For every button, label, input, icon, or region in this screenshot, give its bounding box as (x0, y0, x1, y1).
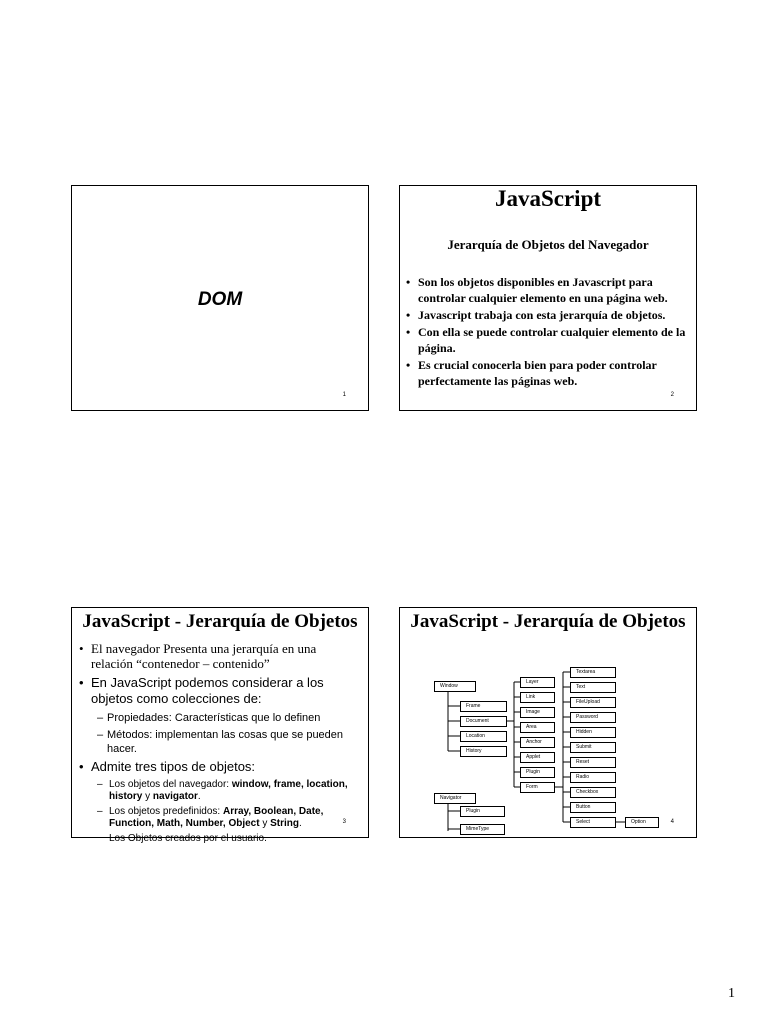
node-button: Button (570, 802, 616, 813)
bullet-item: • Admite tres tipos de objetos: (79, 759, 256, 774)
node-checkbox: Checkbox (570, 787, 616, 798)
slide-number: 3 (342, 819, 346, 825)
node-password: Password (570, 712, 616, 723)
node-image: Image (520, 707, 555, 718)
node-plugin: Plugin (460, 806, 505, 817)
slide-subtitle: Jerarquía de Objetos del Navegador (447, 237, 649, 252)
slide-number: 4 (670, 819, 674, 825)
node-select: Select (570, 817, 616, 828)
node-applet: Applet (520, 752, 555, 763)
node-textarea: Textarea (570, 667, 616, 678)
node-text: Text (570, 682, 616, 693)
bullet-item: • Son los objetos disponibles en Javascript para controlar cualquier elemento en una página web. (406, 275, 668, 305)
slide-2 (399, 185, 697, 411)
sub-bullet-item: – Los objetos del navegador: window, frame, location, history y navigator. (97, 779, 348, 802)
clipped-sub-bullet: Los Objetos creados por el usuario. (109, 833, 267, 844)
bullet-item: • Javascript trabaja con esta jerarquía de objetos. (406, 308, 666, 322)
sub-bullet-item: – Propiedades: Características que lo definen (97, 712, 321, 724)
slide-body (79, 641, 360, 844)
sub-bullet-item: – Métodos: implementan las cosas que se pueden hacer. (97, 729, 344, 755)
node-hidden: Hidden (570, 727, 616, 738)
sub-bullet-item: – Los objetos predefinidos: Array, Boolean, Date, Function, Math, Number, Object y String. (97, 806, 324, 829)
node-reset: Reset (570, 757, 616, 768)
node-location: Location (460, 731, 507, 742)
node-window: Window (434, 681, 476, 692)
slide-title: JavaScript (494, 186, 602, 211)
node-option: Option (625, 817, 659, 828)
slide-title: DOM (197, 289, 243, 310)
node-link: Link (520, 692, 555, 703)
node-form: Form (520, 782, 555, 793)
bullet-item: • El navegador Presenta una jerarquía en una relación “contenedor – contenido” (79, 641, 317, 671)
slide-title: JavaScript - Jerarquía de Objetos (82, 611, 358, 632)
bullet-item: • Es crucial conocerla bien para poder controlar perfectamente las páginas web. (406, 358, 657, 388)
node-radio: Radio (570, 772, 616, 783)
node-anchor: Anchor (520, 737, 555, 748)
slide-number: 2 (670, 392, 674, 398)
node-mimetype: MimeType (460, 824, 505, 835)
node-frame: Frame (460, 701, 507, 712)
bullet-list (406, 274, 688, 390)
slide-title: JavaScript - Jerarquía de Objetos (410, 611, 686, 632)
node-fileupload: FileUpload (570, 697, 616, 708)
slide-number: 1 (342, 392, 346, 398)
page-number: 1 (728, 986, 735, 1001)
node-navigator: Navigator (434, 793, 476, 804)
bullet-item: • En JavaScript podemos considerar a los objetos como colecciones de: (79, 675, 324, 706)
slide-1 (71, 185, 369, 411)
bullet-item: • Con ella se puede controlar cualquier elemento de la página. (406, 325, 686, 355)
node-area: Area (520, 722, 555, 733)
node-plugin: Plugin (520, 767, 555, 778)
node-history: History (460, 746, 507, 757)
slide-4 (399, 607, 697, 838)
object-hierarchy-diagram (430, 659, 676, 835)
slide-3 (71, 607, 369, 844)
node-layer: Layer (520, 677, 555, 688)
node-document: Document (460, 716, 507, 727)
node-submit: Submit (570, 742, 616, 753)
